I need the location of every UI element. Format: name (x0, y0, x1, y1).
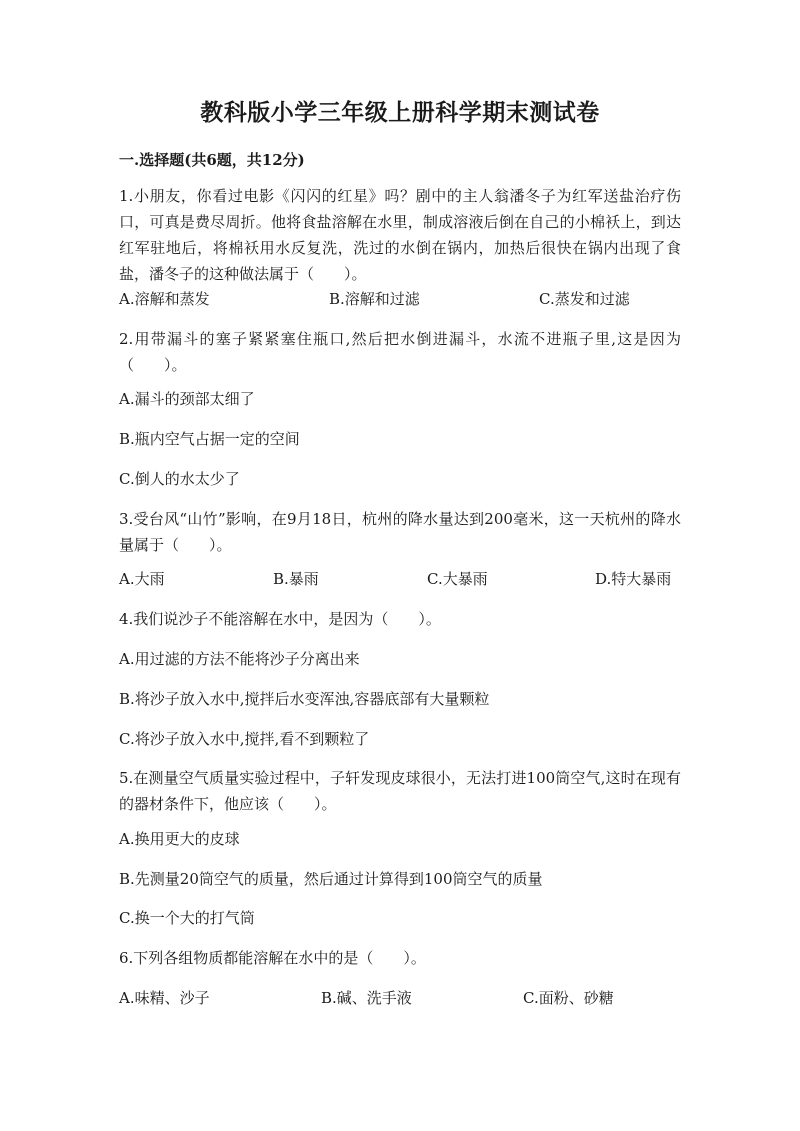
option-row (119, 566, 681, 592)
option-a: A.大雨 (119, 570, 165, 588)
option-a: A.漏斗的颈部太细了 (119, 390, 255, 408)
option-c: C.面粉、砂糖 (523, 989, 614, 1007)
option-a: A.溶解和蒸发 (119, 290, 210, 308)
question-text: 1.小朋友，你看过电影《闪闪的红星》吗？剧中的主人翁潘冬子为红军送盐治疗伤口，可真是费尽周折。他将食盐溶解在水里，制成溶液后倒在自己的小棉袄上，到达红军驻地后，将棉袄用水反复洗，洗过的水倒在锅内，加热后很快在锅内出现了食盐，潘冬子的这种做法属于（ ）。 (119, 187, 681, 283)
exam-title: 教科版小学三年级上册科学期末测试卷 (200, 99, 600, 126)
option-c: C.换一个大的打气筒 (119, 909, 255, 927)
option-c: C.倒人的水太少了 (119, 470, 240, 488)
option-b: B.将沙子放入水中,搅拌后水变浑浊,容器底部有大量颗粒 (119, 690, 490, 708)
option-c: C.将沙子放入水中,搅拌,看不到颗粒了 (119, 730, 370, 748)
option-c: C.蒸发和过滤 (539, 290, 630, 308)
option-a: A.用过滤的方法不能将沙子分离出来 (119, 650, 360, 668)
option-a: A.换用更大的皮球 (119, 830, 240, 848)
question-text: 3.受台风“山竹”影响，在9月18日，杭州的降水量达到200毫米，这一天杭州的降水量属于（ ）。 (119, 510, 681, 554)
section-heading: 一.选择题(共6题，共12分) (119, 151, 305, 169)
question-text: 5.在测量空气质量实验过程中，子轩发现皮球很小，无法打进100筒空气,这时在现有的器材条件下，他应该（ ）。 (119, 769, 681, 813)
option-b: B.暴雨 (273, 570, 319, 588)
option-a: A.味精、沙子 (119, 989, 210, 1007)
option-b: B.碱、洗手液 (321, 989, 412, 1007)
question-text: 2.用带漏斗的塞子紧紧塞住瓶口,然后把水倒进漏斗，水流不进瓶子里,这是因为（ ）。 (119, 330, 681, 374)
option-row (119, 286, 681, 312)
question-text: 4.我们说沙子不能溶解在水中，是因为（ ）。 (119, 610, 441, 628)
option-c: C.大暴雨 (427, 570, 488, 588)
option-b: B.瓶内空气占据一定的空间 (119, 430, 300, 448)
option-d: D.特大暴雨 (595, 570, 672, 588)
option-row (119, 985, 681, 1011)
question-text: 6.下列各组物质都能溶解在水中的是（ ）。 (119, 949, 426, 967)
option-b: B.先测量20筒空气的质量，然后通过计算得到100筒空气的质量 (119, 870, 543, 888)
option-b: B.溶解和过滤 (329, 290, 420, 308)
